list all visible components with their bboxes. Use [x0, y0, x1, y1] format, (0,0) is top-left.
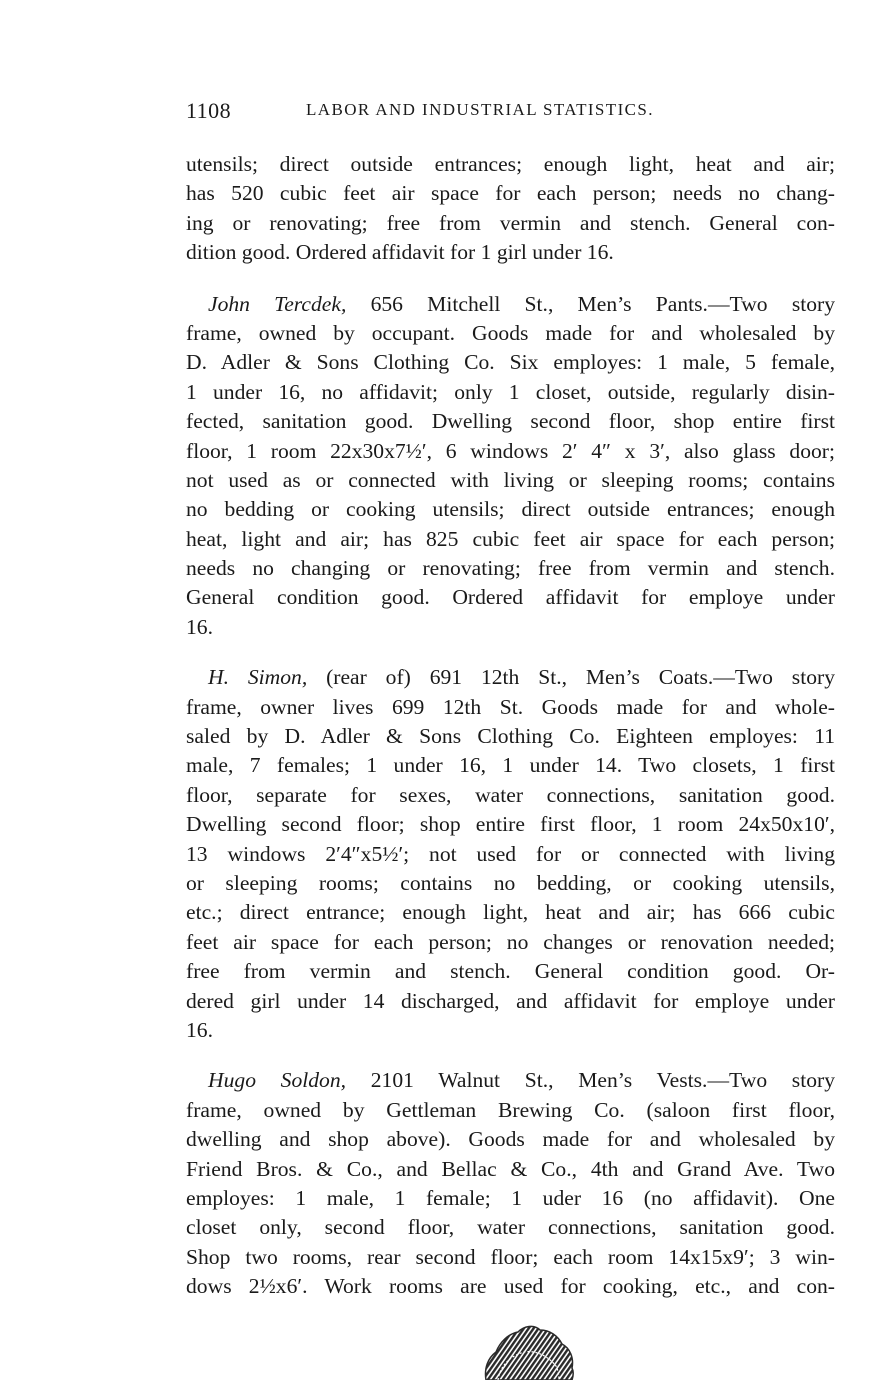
text-line: dered girl under 14 discharged, and affidavit for employe under	[186, 988, 835, 1013]
text-line: free from vermin and stench. General condition good. Or-	[186, 959, 835, 984]
text-line: fected, sanitation good. Dwelling second floor, shop entire first	[186, 409, 835, 434]
entry-text: 656 Mitchell St., Men’s Pants.—Two story	[346, 291, 836, 316]
text-line: male, 7 females; 1 under 16, 1 under 14. Two closets, 1 first	[186, 753, 835, 778]
text-line: frame, owned by Gettleman Brewing Co. (saloon first floor,	[186, 1097, 835, 1122]
text-line: 1 under 16, no affidavit; only 1 closet, outside, regularly disin-	[186, 379, 835, 404]
entry-name: Hugo Soldon,	[208, 1068, 347, 1093]
text-line: closet only, second floor, water connections, sanitation good.	[186, 1215, 835, 1240]
page-header	[186, 96, 836, 126]
text-line: 16.	[186, 614, 213, 639]
paragraph-continuation	[186, 150, 835, 268]
entry-text: 2101 Walnut St., Men’s Vests.—Two story	[346, 1068, 835, 1093]
text-line: D. Adler & Sons Clothing Co. Six employes: 1 male, 5 female,	[186, 350, 835, 375]
entry-name: H. Simon,	[208, 665, 308, 690]
text-line: ing or renovating; free from vermin and stench. General con-	[186, 210, 835, 235]
text-line: 16.	[186, 1017, 213, 1042]
text-line	[186, 663, 835, 692]
text-line: floor, 1 room 22x30x7½′, 6 windows 2′ 4″ x 3′, also glass door;	[186, 438, 835, 463]
text-line: 13 windows 2′4″x5½′; not used for or connected with living	[186, 841, 835, 866]
body-text	[186, 150, 835, 1322]
text-line: dwelling and shop above). Goods made for and wholesaled by	[186, 1127, 835, 1152]
paragraph-entry	[186, 290, 835, 643]
text-line: General condition good. Ordered affidavit for employe under	[186, 585, 835, 610]
text-line	[186, 1066, 835, 1095]
text-line: employes: 1 male, 1 female; 1 uder 16 (no affidavit). One	[186, 1185, 835, 1210]
text-line: Shop two rooms, rear second floor; each room 14x15x9′; 3 win-	[186, 1244, 835, 1269]
text-line: not used as or connected with living or sleeping rooms; contains	[186, 467, 835, 492]
paragraph-entry	[186, 663, 835, 1045]
text-line: saled by D. Adler & Sons Clothing Co. Eighteen employes: 11	[186, 724, 835, 749]
text-line: frame, owned by occupant. Goods made for and wholesaled by	[186, 320, 835, 345]
text-line: has 520 cubic feet air space for each person; needs no chang-	[186, 181, 835, 206]
text-line: feet air space for each person; no changes or renovation needed;	[186, 929, 835, 954]
text-line: dows 2½x6′. Work rooms are used for cooking, etc., and con-	[186, 1274, 835, 1299]
entry-text: (rear of) 691 12th St., Men’s Coats.—Two story	[307, 665, 835, 690]
text-line: or sleeping rooms; contains no bedding, or cooking utensils,	[186, 870, 835, 895]
page-number: 1108	[186, 98, 232, 123]
text-line: floor, separate for sexes, water connections, sanitation good.	[186, 782, 835, 807]
text-line: utensils; direct outside entrances; enough light, heat and air;	[186, 152, 835, 176]
text-line: Dwelling second floor; shop entire first floor, 1 room 24x50x10′,	[186, 812, 835, 837]
text-line	[186, 290, 835, 319]
entry-name: John Tercdek,	[208, 291, 347, 316]
text-line: heat, light and air; has 825 cubic feet air space for each person;	[186, 526, 835, 551]
running-head: LABOR AND INDUSTRIAL STATISTICS.	[306, 100, 654, 119]
text-line: needs no changing or renovating; free from vermin and stench.	[186, 556, 835, 581]
text-line: etc.; direct entrance; enough light, heat and air; has 666 cubic	[186, 900, 835, 925]
text-line: frame, owner lives 699 12th St. Goods made for and whole-	[186, 694, 835, 719]
text-line: no bedding or cooking utensils; direct outside entrances; enough	[186, 497, 835, 522]
text-line: dition good. Ordered affidavit for 1 girl under 16.	[186, 240, 614, 265]
text-line: Friend Bros. & Co., and Bellac & Co., 4th and Grand Ave. Two	[186, 1156, 835, 1181]
printers-ornament-icon	[478, 1322, 578, 1380]
paragraph-entry	[186, 1066, 835, 1301]
